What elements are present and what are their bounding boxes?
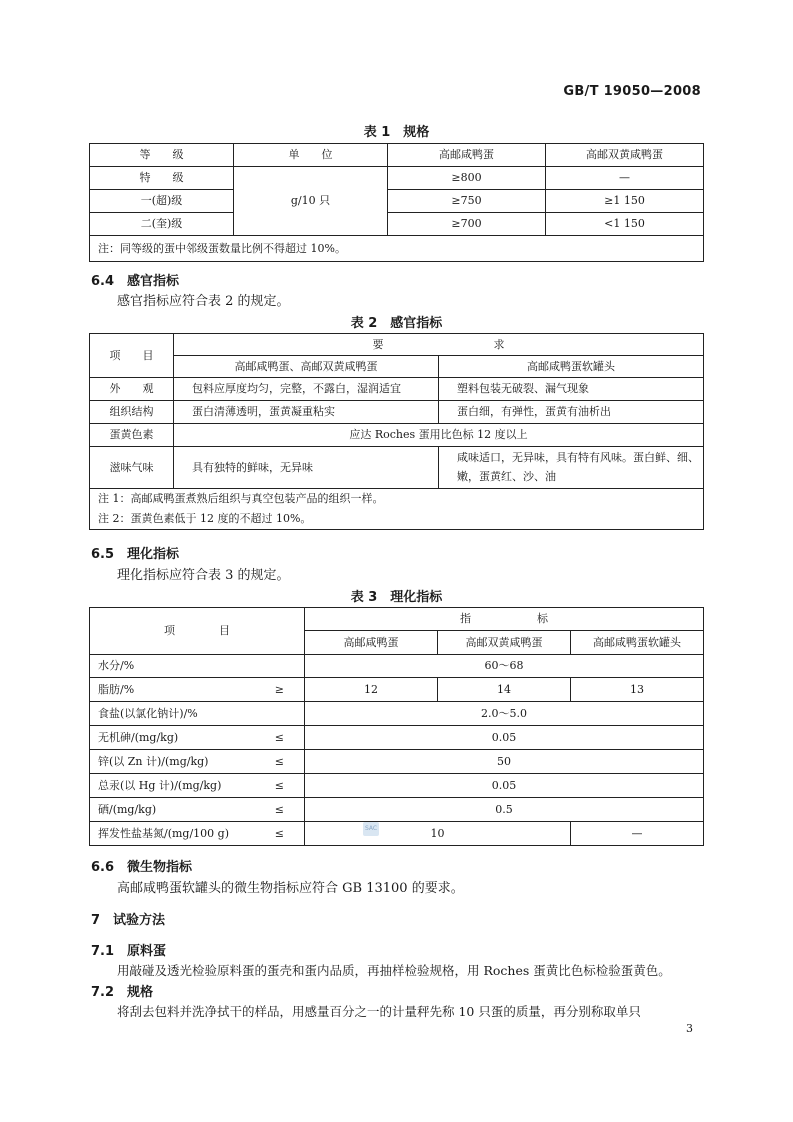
t2-item-header: 项 目 — [90, 334, 174, 378]
t3-subheader-double: 高邮双黄咸鸭蛋 — [438, 631, 571, 655]
t2-item: 蛋黄色素 — [90, 424, 174, 447]
page-number: 3 — [686, 1022, 693, 1035]
t2-note-2: 注 2：蛋黄色素低于 12 度的不超过 10%。 — [98, 511, 312, 525]
t3-value-merged: 50 — [305, 750, 704, 774]
t3-item: 挥发性盐基氮/(mg/100 g) ≤ — [90, 822, 305, 846]
t2-note-1: 注 1：高邮咸鸭蛋煮熟后组织与真空包装产品的组织一样。 — [98, 492, 384, 505]
t2-req-eggs: 包料应厚度均匀，完整，不露白，湿润适宜 — [174, 378, 439, 401]
t1-grade: 二(奎)级 — [90, 213, 234, 236]
t3-value-double: 14 — [438, 678, 571, 702]
t2-req-eggs: 蛋白清薄透明，蛋黄凝重粘实 — [174, 401, 439, 424]
t3-value-merged: 10 — [305, 822, 571, 846]
t2-item: 滋味气味 — [90, 447, 174, 489]
t3-item: 无机砷/(mg/kg) ≤ — [90, 726, 305, 750]
section-7-1-title: 7.1 原料蛋 — [91, 944, 167, 959]
table2-caption: 表 2 感官指标 — [350, 316, 443, 331]
t2-item: 组织结构 — [90, 401, 174, 424]
t3-item: 总汞(以 Hg 计)/(mg/kg) ≤ — [90, 774, 305, 798]
t2-item: 外 观 — [90, 378, 174, 401]
t1-salted: ≥700 — [388, 213, 546, 236]
t3-value-canned: — — [571, 822, 704, 846]
t2-notes — [90, 489, 704, 530]
t3-value-merged: 2.0～5.0 — [305, 702, 704, 726]
t3-value-merged: 0.05 — [305, 726, 704, 750]
t1-note: 注：同等级的蛋中邻级蛋数量比例不得超过 10%。 — [90, 236, 704, 262]
t1-double: — — [546, 167, 704, 190]
table1-caption: 表 1 规格 — [363, 125, 430, 140]
section-7-1-text: 用敲碰及透光检验原料蛋的蛋壳和蛋内品质，再抽样检验规格，用 Roches 蛋黄比色标检验蛋黄色。 — [117, 963, 671, 978]
t3-value-merged: 0.05 — [305, 774, 704, 798]
t1-header-unit: 单 位 — [234, 144, 388, 167]
t2-req-eggs: 具有独特的鲜味，无异味 — [174, 447, 439, 489]
t3-subheader-canned: 高邮咸鸭蛋软罐头 — [571, 631, 704, 655]
t1-header-grade: 等 级 — [90, 144, 234, 167]
t2-requirement-header: 要 求 — [174, 334, 704, 356]
t3-item: 硒/(mg/kg) ≤ — [90, 798, 305, 822]
t1-grade: 一(超)级 — [90, 190, 234, 213]
t3-item-header: 项 目 — [90, 608, 305, 655]
t3-subheader-salted: 高邮咸鸭蛋 — [305, 631, 438, 655]
table3 — [89, 607, 704, 846]
t3-value-salted: 12 — [305, 678, 438, 702]
section-6-5-text: 理化指标应符合表 3 的规定。 — [117, 568, 290, 583]
section-7-2-title: 7.2 规格 — [91, 985, 154, 1000]
t1-double: ≥1 150 — [546, 190, 704, 213]
t2-req-canned: 蛋白细，有弹性，蛋黄有油析出 — [439, 401, 704, 424]
t3-item: 水分/% — [90, 655, 305, 678]
t2-subheader-canned: 高邮咸鸭蛋软罐头 — [439, 356, 704, 378]
t1-double: <1 150 — [546, 213, 704, 236]
section-6-5-title: 6.5 理化指标 — [91, 547, 180, 562]
t3-value-merged: 0.5 — [305, 798, 704, 822]
section-6-4-title: 6.4 感官指标 — [91, 274, 180, 289]
t2-subheader-eggs: 高邮咸鸭蛋、高邮双黄咸鸭蛋 — [174, 356, 439, 378]
t1-header-double: 高邮双黄咸鸭蛋 — [546, 144, 704, 167]
section-6-6-text: 高邮咸鸭蛋软罐头的微生物指标应符合 GB 13100 的要求。 — [117, 881, 464, 896]
t2-req-canned: 咸味适口，无异味，具有特有风味。蛋白鲜、细、嫩，蛋黄红、沙、油 — [439, 447, 704, 489]
standard-number: GB/T 19050—2008 — [563, 84, 701, 99]
table1 — [89, 143, 704, 262]
section-7-title: 7 试验方法 — [91, 913, 166, 928]
watermark-logo: SAC — [363, 822, 379, 836]
table3-caption: 表 3 理化指标 — [350, 590, 443, 605]
t2-req-merged: 应达 Roches 蛋用比色标 12 度以上 — [174, 424, 704, 447]
t2-req-canned: 塑料包装无破裂、漏气现象 — [439, 378, 704, 401]
t1-header-salted: 高邮咸鸭蛋 — [388, 144, 546, 167]
t3-index-header: 指 标 — [305, 608, 704, 631]
section-6-4-text: 感官指标应符合表 2 的规定。 — [117, 294, 290, 309]
t1-salted: ≥750 — [388, 190, 546, 213]
t3-value-merged: 60～68 — [305, 655, 704, 678]
t3-value-canned: 13 — [571, 678, 704, 702]
section-7-2-text: 将刮去包料并洗净拭干的样品，用感量百分之一的计量秤先称 10 只蛋的质量，再分别称取单只 — [117, 1004, 641, 1019]
t3-item: 脂肪/% ≥ — [90, 678, 305, 702]
t1-salted: ≥800 — [388, 167, 546, 190]
t3-item: 食盐(以氯化钠计)/% — [90, 702, 305, 726]
table2 — [89, 333, 704, 530]
section-6-6-title: 6.6 微生物指标 — [91, 860, 193, 875]
t3-item: 锌(以 Zn 计)/(mg/kg) ≤ — [90, 750, 305, 774]
t1-unit: g/10 只 — [234, 167, 388, 236]
t1-grade: 特 级 — [90, 167, 234, 190]
